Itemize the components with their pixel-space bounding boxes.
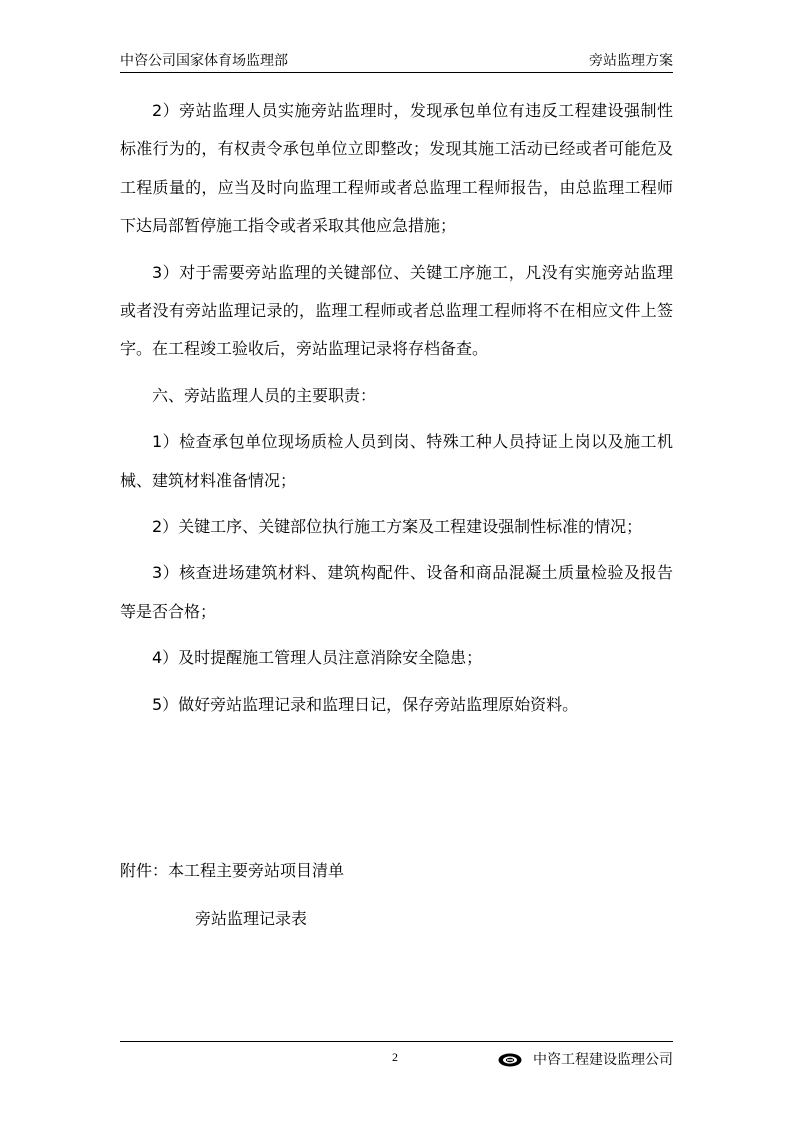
paragraph-duty-1: 1）检查承包单位现场质检人员到岗、特殊工种人员持证上岗以及施工机械、建筑材料准备情况； xyxy=(120,432,673,490)
header-left-title: 中咨公司国家体育场监理部 xyxy=(120,53,288,69)
section-heading-duties: 六、旁站监理人员的主要职责： xyxy=(152,385,377,405)
footer-company-name: 中咨工程建设监理公司 xyxy=(533,1052,673,1068)
attachment-line-1: 附件：本工程主要旁站项目清单 xyxy=(120,861,345,880)
document-body xyxy=(120,92,673,724)
paragraph-duty-4: 4）及时提醒施工管理人员注意消除安全隐患； xyxy=(152,648,483,668)
footer-divider xyxy=(120,1041,673,1042)
paragraph-2: 3）对于需要旁站监理的关键部位、关键工序施工，凡没有实施旁站监理或者没有旁站监理记录的，监理工程师或者总监理工程师将不在相应文件上签字。在工程竣工验收后，旁站监理记录将存档备查。 xyxy=(120,262,673,359)
header-right-title: 旁站监理方案 xyxy=(589,53,673,69)
attachment-line-2: 旁站监理记录表 xyxy=(195,909,308,928)
header-divider xyxy=(120,72,673,73)
paragraph-1: 2）旁站监理人员实施旁站监理时，发现承包单位有违反工程建设强制性标准行为的，有权责令承包单位立即整改；发现其施工活动已经或者可能危及工程质量的，应当及时向监理工程师或者总监理工程师报告，由总监理工程师下达局部暂停施工指令或者采取其他应急措施； xyxy=(120,101,673,236)
paragraph-duty-3: 3）核查进场建筑材料、建筑构配件、设备和商品混凝土质量检验及报告等是否合格； xyxy=(120,563,673,621)
paragraph-duty-5: 5）做好旁站监理记录和监理日记，保存旁站监理原始资料。 xyxy=(152,694,579,714)
page-number: 2 xyxy=(392,1050,398,1064)
paragraph-duty-2: 2）关键工序、关键部位执行施工方案及工程建设强制性标准的情况； xyxy=(152,517,643,537)
company-logo-icon xyxy=(498,1053,522,1067)
